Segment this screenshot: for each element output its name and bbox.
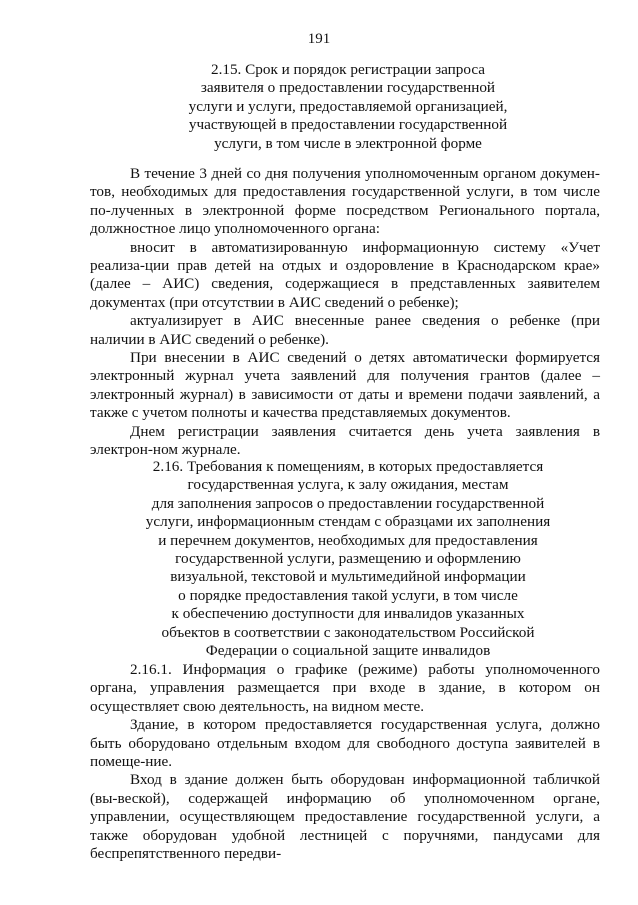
paragraph: В течение 3 дней со дня получения уполномоченным органом докумен-тов, необходимых для предоставления государственной услуги, в том числе по-лученных в электронной форме посредством Регионального портала, должностное лицо уполномоченного органа: <box>90 165 600 238</box>
heading-line: о порядке предоставления такой услуги, в том числе <box>178 586 518 604</box>
heading-line: участвующей в предоставлении государственной <box>188 116 508 134</box>
heading-line: визуальной, текстовой и мультимедийной информации <box>170 568 526 586</box>
section-2-16-body <box>90 661 600 863</box>
heading-line: услуги и услуги, предоставляемой организацией, <box>188 97 508 115</box>
heading-line: к обеспечению доступности для инвалидов указанных <box>171 605 525 623</box>
heading-line: 2.15. Срок и порядок регистрации запроса <box>210 61 486 78</box>
section-2-15-heading <box>100 61 596 153</box>
heading-line: и перечнем документов, необходимых для предоставления <box>158 531 538 549</box>
paragraph: 2.16.1. Информация о графике (режиме) работы уполномоченного органа, управления размещается при входе в здание, в котором он осуществляет свою деятельность, на видном месте. <box>90 661 600 715</box>
paragraph: вносит в автоматизированную информационную систему «Учет реализа-ции прав детей на отдых и оздоровление в Краснодарском крае» (далее – АИС) сведения, содержащиеся в представленных заявителем документах (при отсутствии в АИС сведений о ребенке); <box>90 238 600 311</box>
section-2-16-heading <box>100 458 596 660</box>
paragraph: При внесении в АИС сведений о детях автоматически формируется электронный журнал учета заявлений для получения грантов (далее – электронный журнал) в зависимости от даты и времени подачи заявлений, а также с учетом полноты и качества представляемых документов. <box>90 349 600 422</box>
heading-line: Федерации о социальной защите инвалидов <box>205 642 491 660</box>
heading-line: услуги, информационным стендам с образцами их заполнения <box>145 513 551 531</box>
heading-line: государственной услуги, размещению и оформлению <box>175 550 521 568</box>
heading-line: услуги, в том числе в электронной форме <box>214 134 482 152</box>
page-number: 191 <box>307 31 331 47</box>
heading-line: 2.16. Требования к помещениям, в которых предоставляется <box>152 458 544 475</box>
paragraph: Вход в здание должен быть оборудован информационной табличкой (вы-веской), содержащей информацию об уполномоченном органе, управлении, осуществляющем предоставление государственной услуги, а также оборудован удобной лестницей с поручнями, пандусами для беспрепятственного передви- <box>90 771 600 863</box>
heading-line: заявителя о предоставлении государственной <box>200 79 496 97</box>
paragraph: Днем регистрации заявления считается день учета заявления в электрон-ном журнале. <box>90 422 600 459</box>
section-2-15-body <box>90 165 600 460</box>
heading-line: для заполнения запросов о предоставлении государственной <box>151 494 545 512</box>
heading-line: объектов в соответствии с законодательством Российской <box>161 623 535 641</box>
paragraph: актуализирует в АИС внесенные ранее сведения о ребенке (при наличии в АИС сведений о ребенке). <box>90 312 600 348</box>
heading-line: государственная услуга, к залу ожидания, местам <box>187 476 509 494</box>
paragraph: Здание, в котором предоставляется государственная услуга, должно быть оборудовано отдельным входом для свободного доступа заявителей в помеще-ние. <box>90 716 600 771</box>
